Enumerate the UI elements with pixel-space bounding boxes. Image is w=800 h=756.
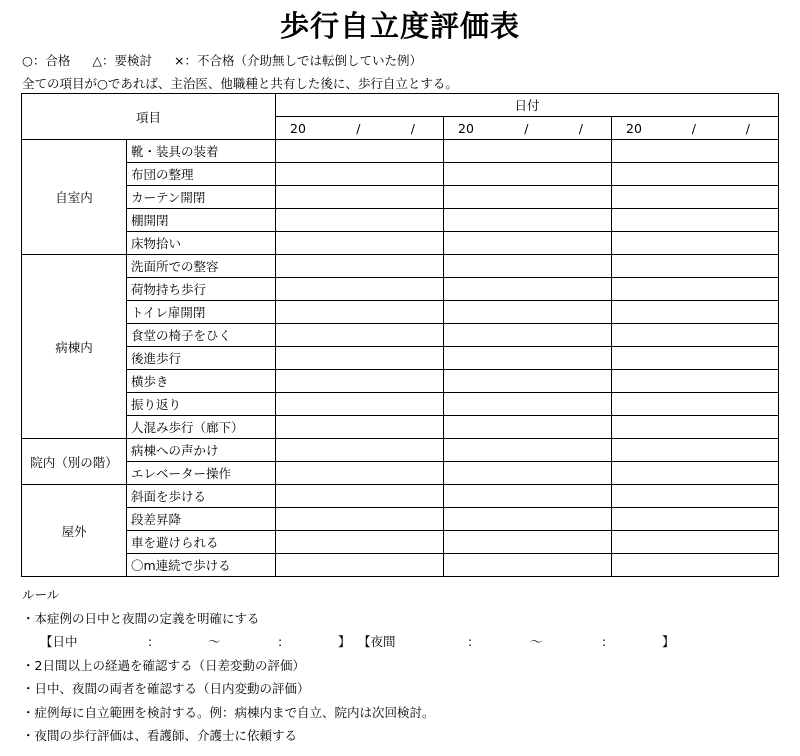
result-cell[interactable] [444, 301, 612, 324]
rule-line: ・症例毎に自立範囲を検討する。例：病棟内まで自立、院内は次回検討。 [22, 704, 435, 720]
rules-heading: ルール [22, 587, 60, 602]
item-cell: 靴・装具の装着 [127, 140, 276, 163]
table-row [22, 485, 779, 508]
table-row [22, 531, 779, 554]
result-cell[interactable] [276, 324, 444, 347]
category-cell: 屋外 [22, 485, 127, 577]
item-cell: 人混み歩行（廊下） [127, 416, 276, 439]
item-cell: 食堂の椅子をひく [127, 324, 276, 347]
item-cell: 布団の整理 [127, 163, 276, 186]
result-cell[interactable] [612, 370, 779, 393]
result-cell[interactable] [612, 324, 779, 347]
result-cell[interactable] [612, 554, 779, 577]
item-cell: 洗面所での整容 [127, 255, 276, 278]
item-cell: 棚開閉 [127, 209, 276, 232]
table-row [22, 232, 779, 255]
time-definition [22, 630, 682, 654]
result-cell[interactable] [612, 508, 779, 531]
night-colon: : [602, 634, 607, 649]
day-colon: : [278, 634, 283, 649]
date-year: 20 [458, 120, 474, 136]
item-cell: 床物拾い [127, 232, 276, 255]
result-cell[interactable] [612, 439, 779, 462]
category-cell: 病棟内 [22, 255, 127, 439]
result-cell[interactable] [444, 186, 612, 209]
table-row [22, 255, 779, 278]
table-row [22, 416, 779, 439]
result-cell[interactable] [276, 485, 444, 508]
table-row [22, 462, 779, 485]
result-cell[interactable] [612, 416, 779, 439]
instruction-note: 全ての項目が○であれば、主治医、他職種と共有した後に、歩行自立とする。 [22, 76, 458, 91]
result-cell[interactable] [276, 554, 444, 577]
date-year: 20 [626, 120, 642, 136]
rule-line: ・日中、夜間の両者を確認する（日内変動の評価） [22, 681, 310, 696]
result-cell[interactable] [444, 347, 612, 370]
result-cell[interactable] [444, 209, 612, 232]
result-cell[interactable] [612, 163, 779, 186]
legend [22, 51, 440, 69]
result-cell[interactable] [444, 439, 612, 462]
table-row [22, 278, 779, 301]
item-cell: 〇m連続で歩ける [127, 554, 276, 577]
date-sep: / [745, 120, 751, 136]
result-cell[interactable] [276, 439, 444, 462]
result-cell[interactable] [276, 232, 444, 255]
category-cell: 院内（別の階） [22, 439, 127, 485]
table-row [22, 370, 779, 393]
legend-review: △：要検討 [92, 53, 153, 68]
result-cell[interactable] [444, 393, 612, 416]
date-cell-1[interactable] [276, 117, 444, 140]
result-cell[interactable] [276, 416, 444, 439]
rule-line: ・夜間の歩行評価は、看護師、介護士に依頼する [22, 728, 298, 743]
rules-section [22, 583, 682, 748]
result-cell[interactable] [276, 508, 444, 531]
rule-line: ・本症例の日中と夜間の定義を明確にする [22, 610, 260, 626]
result-cell[interactable] [444, 462, 612, 485]
item-cell: 後進歩行 [127, 347, 276, 370]
item-cell: トイレ扉開閉 [127, 301, 276, 324]
item-cell: 荷物持ち歩行 [127, 278, 276, 301]
table-row [22, 347, 779, 370]
table-row [22, 554, 779, 577]
result-cell[interactable] [612, 347, 779, 370]
result-cell[interactable] [444, 554, 612, 577]
result-cell[interactable] [612, 140, 779, 163]
result-cell[interactable] [276, 347, 444, 370]
item-cell: 振り返り [127, 393, 276, 416]
result-cell[interactable] [276, 301, 444, 324]
result-cell[interactable] [612, 531, 779, 554]
result-cell[interactable] [276, 255, 444, 278]
result-cell[interactable] [444, 232, 612, 255]
date-sep: / [524, 120, 529, 136]
date-header: 日付 [276, 94, 779, 117]
result-cell[interactable] [612, 278, 779, 301]
category-cell: 自室内 [22, 140, 127, 255]
rule-line: ・2日間以上の経過を確認する（日差変動の評価） [22, 657, 305, 673]
result-cell[interactable] [276, 531, 444, 554]
item-cell: 段差昇降 [127, 508, 276, 531]
result-cell[interactable] [612, 232, 779, 255]
night-tilde: ～ [530, 634, 543, 649]
item-cell: 車を避けられる [127, 531, 276, 554]
day-tilde: ～ [208, 634, 221, 649]
table-row [22, 439, 779, 462]
table-row [22, 301, 779, 324]
date-sep: / [578, 120, 584, 136]
date-sep: / [356, 120, 361, 136]
result-cell[interactable] [612, 301, 779, 324]
table-row [22, 324, 779, 347]
item-cell: エレベーター操作 [127, 462, 276, 485]
date-cell-2[interactable] [444, 117, 612, 140]
night-close: 】 [662, 634, 675, 649]
date-sep: / [691, 120, 696, 136]
day-colon: : [148, 634, 153, 649]
legend-fail: ×：不合格（介助無しでは転倒していた例） [174, 53, 422, 68]
result-cell[interactable] [444, 140, 612, 163]
item-cell: 病棟への声かけ [127, 439, 276, 462]
night-colon: : [468, 634, 473, 649]
result-cell[interactable] [612, 209, 779, 232]
result-cell[interactable] [612, 462, 779, 485]
result-cell[interactable] [444, 416, 612, 439]
day-close: 】 [338, 634, 351, 649]
result-cell[interactable] [276, 140, 444, 163]
date-cell-3[interactable] [612, 117, 779, 140]
result-cell[interactable] [444, 485, 612, 508]
date-year: 20 [290, 120, 306, 136]
table-row [22, 508, 779, 531]
table-row [22, 393, 779, 416]
legend-pass: ○：合格 [22, 53, 71, 68]
result-cell[interactable] [276, 209, 444, 232]
page-title: 歩行自立度評価表 [279, 9, 520, 43]
result-cell[interactable] [444, 278, 612, 301]
result-cell[interactable] [444, 255, 612, 278]
result-cell[interactable] [612, 393, 779, 416]
day-open: 【日中 [40, 634, 78, 649]
table-row [22, 163, 779, 186]
result-cell[interactable] [444, 531, 612, 554]
result-cell[interactable] [276, 163, 444, 186]
result-cell[interactable] [276, 186, 444, 209]
result-cell[interactable] [276, 370, 444, 393]
result-cell[interactable] [276, 462, 444, 485]
result-cell[interactable] [612, 485, 779, 508]
date-sep: / [410, 120, 416, 136]
table-row [22, 209, 779, 232]
item-header: 項目 [22, 94, 276, 140]
item-cell: 横歩き [127, 370, 276, 393]
item-cell: カーテン開閉 [127, 186, 276, 209]
result-cell[interactable] [276, 278, 444, 301]
result-cell[interactable] [444, 370, 612, 393]
result-cell[interactable] [276, 393, 444, 416]
result-cell[interactable] [444, 163, 612, 186]
item-cell: 斜面を歩ける [127, 485, 276, 508]
night-open: 【夜間 [358, 634, 396, 649]
result-cell[interactable] [444, 324, 612, 347]
result-cell[interactable] [612, 186, 779, 209]
table-row [22, 140, 779, 163]
result-cell[interactable] [612, 255, 779, 278]
result-cell[interactable] [444, 508, 612, 531]
evaluation-table [21, 93, 779, 577]
table-row [22, 186, 779, 209]
